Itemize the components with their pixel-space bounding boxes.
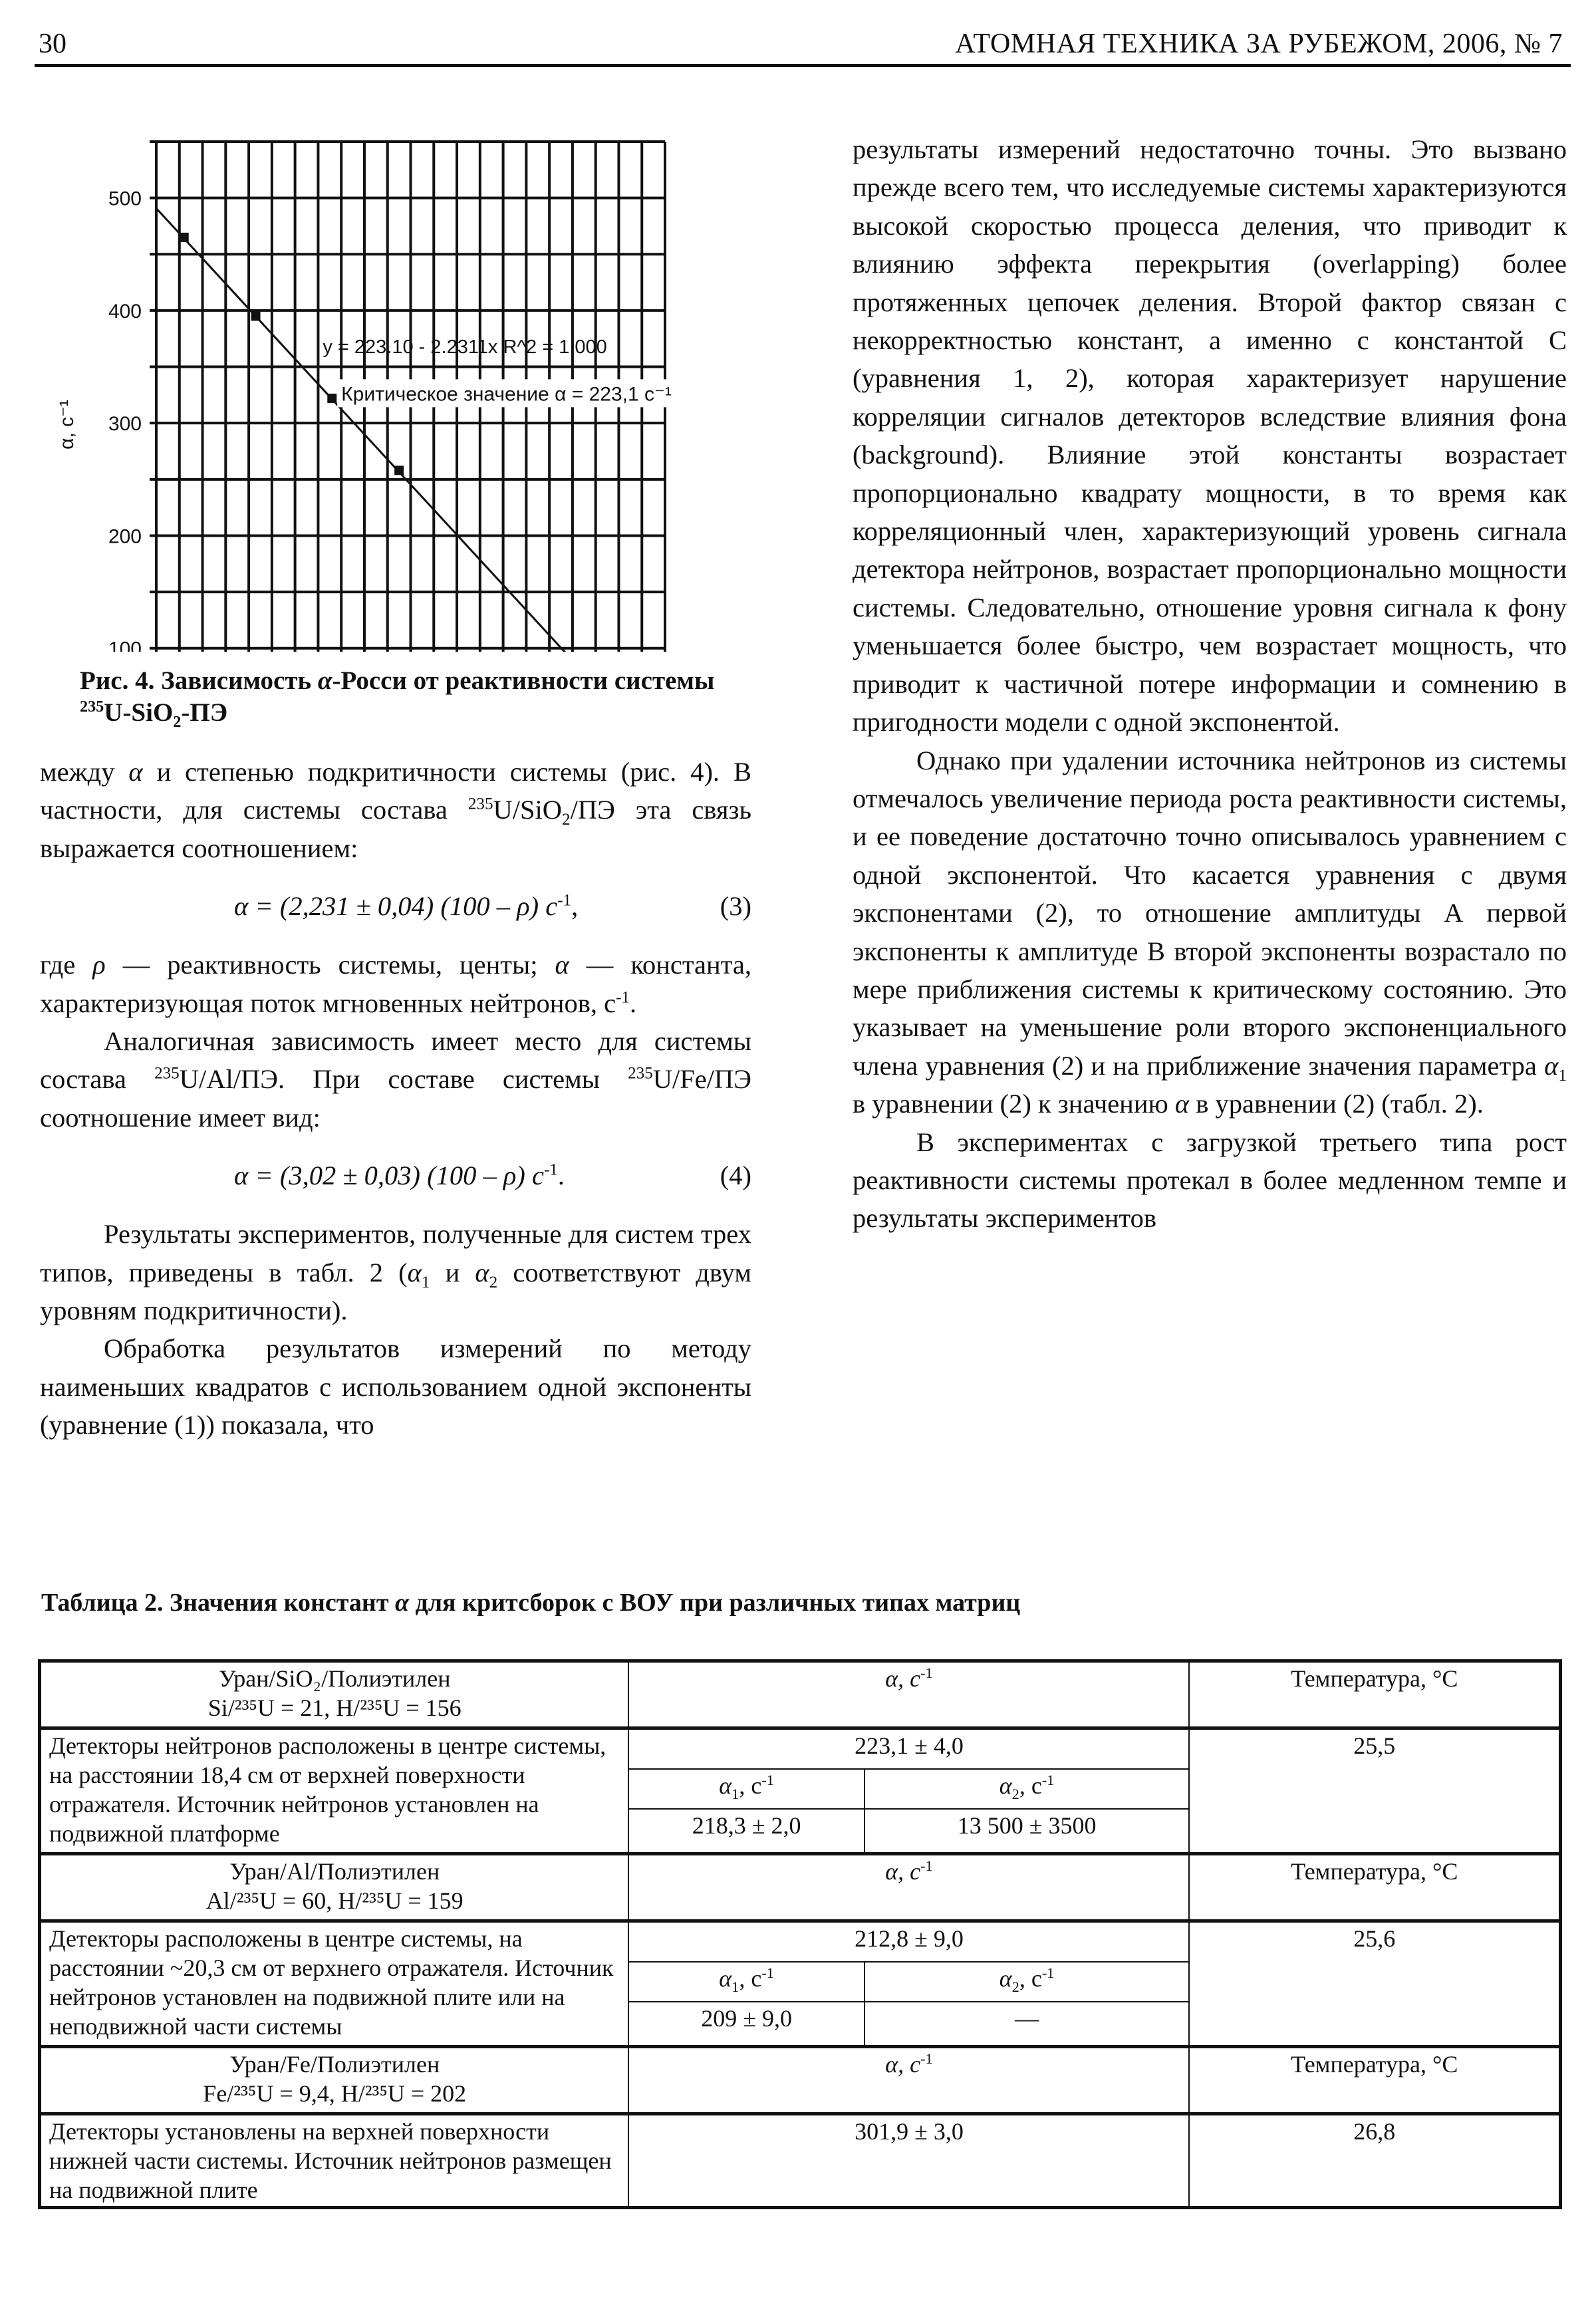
- isotope-sup: 235: [628, 1064, 653, 1083]
- text: U/SiO: [493, 795, 563, 825]
- table-row: [40, 2114, 1561, 2208]
- paragraph: [40, 1022, 751, 1137]
- journal-title: АТОМНАЯ ТЕХНИКА ЗА РУБЕЖОМ, 2006, № 7: [955, 29, 1563, 59]
- svg-text:500: 500: [108, 188, 142, 210]
- table-header-row: [40, 2047, 1561, 2114]
- equation-text: α = (2,231 ± 0,04) (100 – ρ) c: [234, 891, 558, 922]
- isotope-sup: 235: [80, 698, 104, 716]
- subscript: 1: [1558, 1066, 1567, 1085]
- subscript: 1: [732, 1978, 739, 1996]
- description-cell: Детекторы расположены в центре системы, на расстоянии ~20,3 см от верхнего отражателя. Источник нейтронов установлен на подвижной плите или на неподвижной части системы: [40, 1921, 629, 2047]
- temp-value: 26,8: [1189, 2114, 1560, 2208]
- description-cell: Детекторы установлены на верхней поверхности нижней части системы. Источник нейтронов размещен на подвижной плите: [40, 2114, 629, 2208]
- text: и степенью подкритичности системы (рис. 4). В частности, для системы состава: [40, 757, 751, 825]
- header-text: α, c: [885, 2051, 921, 2078]
- alpha-symbol: α: [317, 666, 332, 695]
- alpha-header: [628, 1854, 1189, 1921]
- paragraph: В экспериментах с загрузкой третьего типа рост реактивности системы протекал в более медленном темпе и результаты экспериментов: [853, 1127, 1567, 1234]
- text: /ПЭ эта связь выражается соотношением:: [40, 795, 751, 863]
- alpha-value: 301,9 ± 3,0: [628, 2114, 1189, 2208]
- exponent: -1: [616, 988, 630, 1007]
- right-column: [853, 130, 1567, 1238]
- subscript: 2: [562, 811, 571, 829]
- matrix-name: Уран/Fe/Полиэтилен: [229, 2051, 440, 2078]
- paragraph: [40, 1215, 751, 1329]
- equation-text: α = (3,02 ± 0,03) (100 – ρ) c: [234, 1160, 544, 1191]
- exponent: -1: [557, 891, 572, 910]
- text: Результаты экспериментов, полученные для систем трех типов, приведены в табл. 2 (: [40, 1219, 751, 1288]
- paragraph: результаты измерений недостаточно точны. Это вызвано прежде всего тем, что исследуемые системы характеризуются высокой скоростью процесса деления, что приводит к влиянию эффекта перекрытия (overlapping) более протяженных цепочек деления. Второй фактор связан с некорректностью констант, а именно с константой С (уравнения 1, 2), которая характеризует нарушение корреляции сигналов детекторов вследствие влияния фона (background). Влияние этой константы возрастает пропорционально квадрату мощности, в то время как корреляционный член, характеризующий уровень сигнала детектора нейтронов, возрастает пропорционально мощности системы. Следовательно, отношение уровня сигнала к фону уменьшается более быстро, чем возрастает мощность, что приводит к частичной потере информации и сомнению в пригодности модели с одной экспонентой.: [853, 134, 1567, 738]
- description-cell: Детекторы нейтронов расположены в центре системы, на расстоянии 18,4 см от верхней поверхности отражателя. Источник нейтронов установлен на подвижной платформе: [40, 1728, 629, 1854]
- alpha-symbol: α: [555, 950, 569, 980]
- matrix-ratio: Al/²³⁵U = 60, H/²³⁵U = 159: [205, 1887, 464, 1914]
- alpha2-value: 13 500 ± 3500: [864, 1809, 1190, 1854]
- figure-4-chart: [0, 120, 751, 652]
- alpha1-value: 209 ± 9,0: [628, 2002, 864, 2047]
- temp-header: Температура, °C: [1189, 1854, 1560, 1921]
- isotope-sup: 235: [467, 795, 493, 813]
- paragraph: [40, 753, 751, 867]
- exponent: -1: [543, 1160, 558, 1179]
- caption-text: U-SiO: [104, 698, 174, 727]
- temp-header: Температура, °C: [1189, 2047, 1560, 2114]
- text: между: [40, 757, 129, 787]
- svg-text:Критическое значение α = 223,1: Критическое значение α = 223,1 с⁻¹: [341, 383, 672, 406]
- table-row: [40, 1728, 1561, 1770]
- table-header-row: [40, 1854, 1561, 1921]
- header-text: α, c: [885, 1665, 921, 1692]
- subscript: 2: [489, 1273, 498, 1291]
- svg-text:200: 200: [108, 525, 142, 548]
- alpha-symbol: α: [475, 1257, 489, 1288]
- equation-expression: [234, 1156, 565, 1194]
- text: .: [630, 988, 637, 1018]
- exponent: -1: [761, 1965, 774, 1981]
- figure-caption: [80, 665, 751, 729]
- punctuation: ,: [571, 891, 579, 922]
- matrix-cell: [40, 2047, 629, 2114]
- subscript: 1: [421, 1273, 430, 1291]
- equation-number: (4): [720, 1160, 751, 1191]
- page-number: 30: [39, 29, 66, 59]
- text: и: [430, 1257, 475, 1288]
- exponent: -1: [761, 1772, 774, 1788]
- text: , c: [739, 1965, 762, 1992]
- subscript: 2: [1011, 1978, 1019, 1996]
- header-divider: [35, 64, 1571, 67]
- matrix-ratio: Si/²³⁵U = 21, H/²³⁵U = 156: [207, 1695, 462, 1721]
- text: U/Al/ПЭ. При составе системы: [179, 1064, 628, 1095]
- rho-symbol: ρ: [92, 950, 106, 980]
- alpha2-header: [864, 1962, 1190, 2002]
- matrix-cell: [40, 1661, 629, 1728]
- matrix-name: Уран/Al/Полиэтилен: [229, 1858, 440, 1885]
- matrix-cell: [40, 1854, 629, 1921]
- temp-value: 25,5: [1189, 1728, 1560, 1854]
- exponent: -1: [1041, 1965, 1055, 1981]
- exponent: -1: [1041, 1772, 1055, 1788]
- exponent: -1: [920, 1665, 933, 1681]
- text: Аналогичная зависимость имеет место для системы состава: [40, 1026, 751, 1095]
- caption-text: -ПЭ: [181, 698, 228, 727]
- exponent: -1: [920, 2050, 933, 2067]
- table-header-row: [40, 1661, 1561, 1728]
- alpha-header: [628, 1661, 1189, 1728]
- equation-4: [40, 1137, 751, 1215]
- constants-table: [38, 1659, 1562, 2209]
- text: — константа, характеризующая поток мгновенных нейтронов, c: [40, 950, 751, 1018]
- text: , c: [1019, 1965, 1042, 1992]
- text: где: [40, 950, 93, 980]
- subscript: 2: [1011, 1786, 1019, 1803]
- alpha1-header: [628, 1962, 864, 2002]
- caption-text: Рис. 4. Зависимость: [80, 666, 318, 695]
- alpha-value: 212,8 ± 9,0: [628, 1921, 1189, 1963]
- alpha-symbol: α: [719, 1965, 732, 1992]
- paragraph: Обработка результатов измерений по методу наименьших квадратов с использованием одной экспоненты (уравнение (1)) показала, что: [40, 1333, 751, 1440]
- alpha-symbol: α: [394, 1589, 410, 1617]
- temp-header: Температура, °C: [1189, 1661, 1560, 1728]
- alpha-symbol: α: [719, 1772, 732, 1799]
- text: Однако при удалении источника нейтронов из системы отмечалось увеличение периода роста реактивности системы, и ее поведение достаточно точно описывалось уравнением с одной экспонентой. Что касается уравнения с двумя экспонентами (2), то отношение амплитуды А первой экспоненты к амплитуде В второй экспоненты возрастало по мере приближения системы к критическому состоянию. Это указывает на уменьшение роли второго экспоненциального члена уравнения (2) и на приближение значения параметра: [853, 745, 1567, 1081]
- punctuation: .: [557, 1160, 565, 1191]
- svg-text:300: 300: [108, 413, 142, 436]
- paragraph: [853, 742, 1567, 1123]
- temp-value: 25,6: [1189, 1921, 1560, 2047]
- alpha-header: [628, 2047, 1189, 2114]
- isotope-sup: 235: [154, 1064, 180, 1083]
- equation-3: [40, 867, 751, 946]
- paragraph: [40, 946, 751, 1022]
- text: для критсборок с ВОУ при различных типах матриц: [409, 1589, 1021, 1617]
- svg-text:100: 100: [108, 638, 142, 652]
- svg-text:400: 400: [108, 300, 142, 323]
- alpha-symbol: α: [1544, 1050, 1559, 1081]
- caption-text: -Росси от реактивности системы: [332, 666, 715, 695]
- equation-expression: [234, 887, 578, 925]
- left-column: [40, 753, 751, 1444]
- subscript: 1: [732, 1786, 739, 1803]
- equation-number: (3): [720, 891, 751, 922]
- alpha-symbol: α: [128, 757, 143, 787]
- text: — реактивность системы, центы;: [105, 950, 555, 980]
- alpha2-value: —: [864, 2002, 1190, 2047]
- alpha1-header: [628, 1769, 864, 1809]
- alpha-symbol: α: [999, 1772, 1012, 1799]
- alpha-value: 223,1 ± 4,0: [628, 1728, 1189, 1770]
- exponent: -1: [920, 1857, 933, 1874]
- scatter-plot: [0, 120, 751, 652]
- subscript: 2: [173, 712, 182, 731]
- table-row: [40, 1921, 1561, 1963]
- text: в уравнении (2) (табл. 2).: [1189, 1089, 1484, 1119]
- alpha-symbol: α: [999, 1965, 1012, 1992]
- matrix-ratio: Fe/²³⁵U = 9,4, H/²³⁵U = 202: [203, 2080, 467, 2107]
- text: Таблица 2. Значения констант: [41, 1589, 395, 1617]
- svg-text:α, c⁻¹: α, c⁻¹: [56, 400, 78, 450]
- alpha1-value: 218,3 ± 2,0: [628, 1809, 864, 1854]
- matrix-name: Уран/SiO₂/Полиэтилен: [218, 1665, 451, 1692]
- table-title: [41, 1588, 1020, 1617]
- text: U/Fe/ПЭ соотношение имеет вид:: [40, 1064, 751, 1133]
- header-text: α, c: [885, 1858, 921, 1885]
- alpha-symbol: α: [407, 1257, 422, 1288]
- svg-text:y = 223.10 - 2.2311x R^2 = 1: y = 223.10 - 2.2311x R^2 = 1.000: [323, 337, 607, 358]
- text: в уравнении (2) к значению: [853, 1089, 1175, 1119]
- alpha2-header: [864, 1769, 1190, 1809]
- text: соответствуют двум уровням подкритичности).: [40, 1257, 751, 1326]
- text: , c: [1019, 1772, 1042, 1799]
- text: , c: [739, 1772, 762, 1799]
- alpha-symbol: α: [1174, 1089, 1190, 1119]
